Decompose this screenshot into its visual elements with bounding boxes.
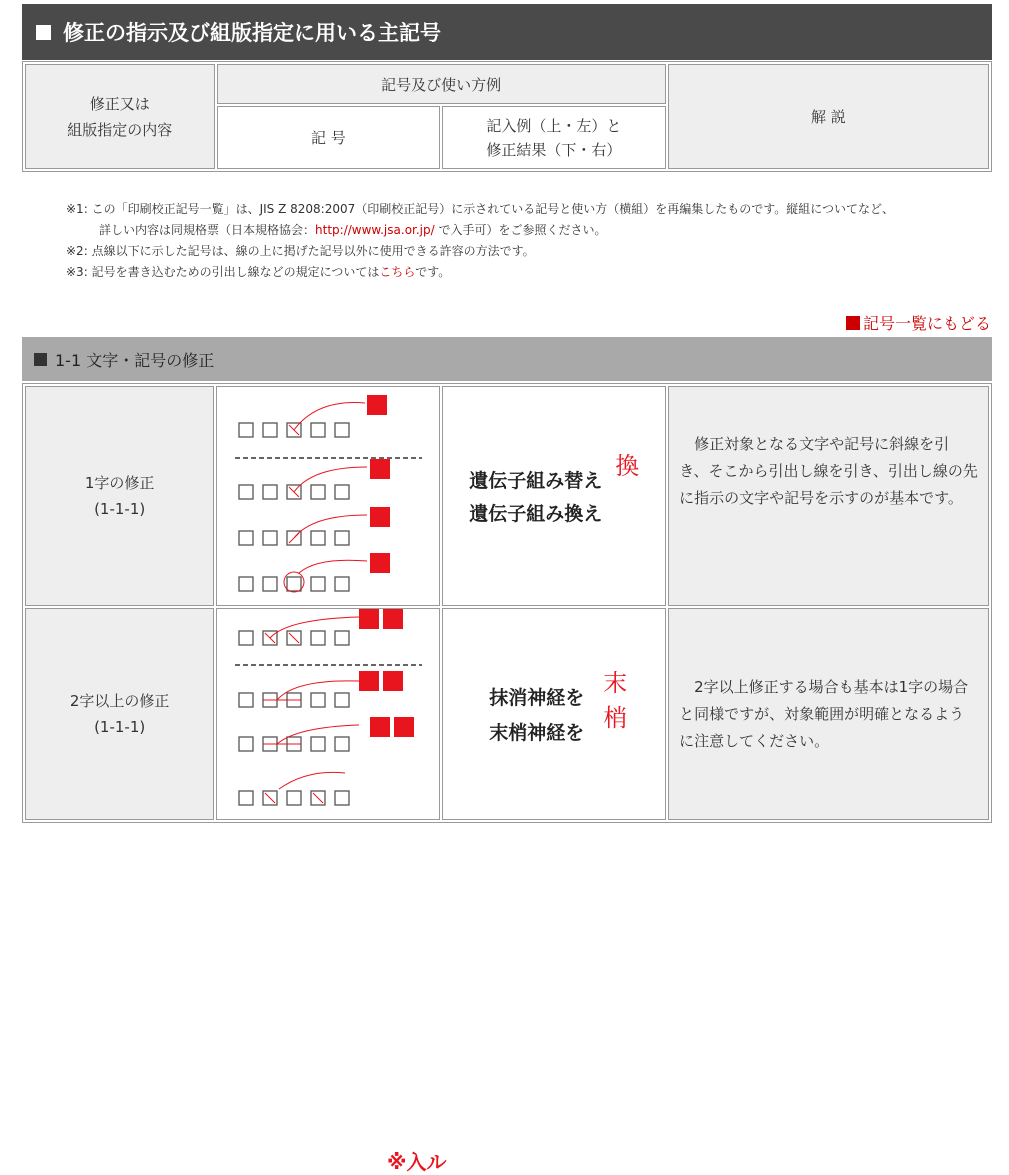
row2-example-mark: 末梢 [603,669,628,732]
section-title: 1-1 文字・記号の修正 [55,350,215,370]
notes [66,199,966,283]
row1-example-bottom: 遺伝子組み換え [469,503,603,525]
note-1-text2a: 詳しい内容は同規格票（日本規格協会： [99,223,316,237]
row2-explain-cell [668,608,989,820]
header-example-cell [442,106,666,169]
row2-example-cell [442,608,666,820]
row2-symbol-cell [216,608,447,1174]
page-title: 修正の指示及び組版指定に用いる主記号 [63,21,441,45]
row2-example-bottom: 末梢神経を [489,722,585,744]
row1-explain: 修正対象となる文字や記号に斜線を引き、そこから引出し線を引き、引出し線の先に指示の文字や記号を示すのが基本です。 [679,434,978,507]
header-example-line1: 記入例（上・左）と [486,116,622,135]
symbol-table [22,383,992,1174]
jsa-link[interactable]: http://www.jsa.or.jp/ [315,223,435,237]
row1-name-cell [25,386,214,606]
back-to-list-label: 記号一覧にもどる [862,314,991,333]
note-2-text: 点線以下に示した記号は、線の上に掲げた記号以外に使用できる許容の方法です。 [91,244,535,258]
note-3 [66,262,966,283]
header-content-cell [25,64,215,169]
row2-explain: 2字以上修正する場合も基本は1字の場合と同様ですが、対象範囲が明確となるように注意してください。 [679,677,969,750]
note-2 [66,241,966,262]
row2-name-cell [25,608,214,820]
note-1-prefix: ※1: [66,202,88,216]
note-1-text2b: で入手可）をご参照ください。 [434,223,607,237]
row1-code: (1-1-1) [94,500,146,518]
header-content-line1: 修正又は [89,94,150,113]
note-3-prefix: ※3: [66,265,88,279]
row1-example-mark: 換 [615,452,640,480]
header-symbol-cell: 記 号 [217,106,441,169]
kochira-link[interactable]: こちら [379,265,416,279]
header-symbol-usage-cell: 記号及び使い方例 [217,64,666,104]
note-1-continued [66,220,966,241]
row1-example-top: 遺伝子組み替え [469,470,603,492]
square-bullet-icon [36,25,51,40]
row2-name: 2字以上の修正 [69,692,170,710]
row1-name: 1字の修正 [84,474,155,492]
row2-insert-mark: ※入ル [387,1150,447,1174]
header-explain-cell: 解 説 [668,64,989,169]
header-content-line2: 組版指定の内容 [67,120,173,139]
back-to-list-link[interactable] [846,311,991,334]
header-table [22,61,992,172]
section-header [22,337,992,381]
row1-example-cell [442,386,666,606]
note-1 [66,199,966,220]
red-square-icon [846,316,860,330]
row2-code: (1-1-1) [94,718,146,736]
row2-symbol-figure [217,609,439,815]
table-row [25,386,989,606]
note-1-text: この「印刷校正記号一覧」は、JIS Z 8208:2007（印刷校正記号）に示されている記号と使い方（横組）を再編集したものです。縦組についてなど、 [91,202,895,216]
page-title-bar [22,4,992,60]
table-row [25,608,989,820]
square-bullet-icon [34,353,47,366]
note-3-suffix: です。 [415,265,451,279]
note-2-prefix: ※2: [66,244,88,258]
row1-explain-cell [668,386,989,606]
header-example-line2: 修正結果（下・右） [486,140,622,159]
row2-example-top: 抹消神経を [489,687,585,709]
note-3-text: 記号を書き込むための引出し線などの規定については [91,265,380,279]
row1-symbol-figure [217,387,439,601]
row1-symbol-cell [216,386,440,606]
